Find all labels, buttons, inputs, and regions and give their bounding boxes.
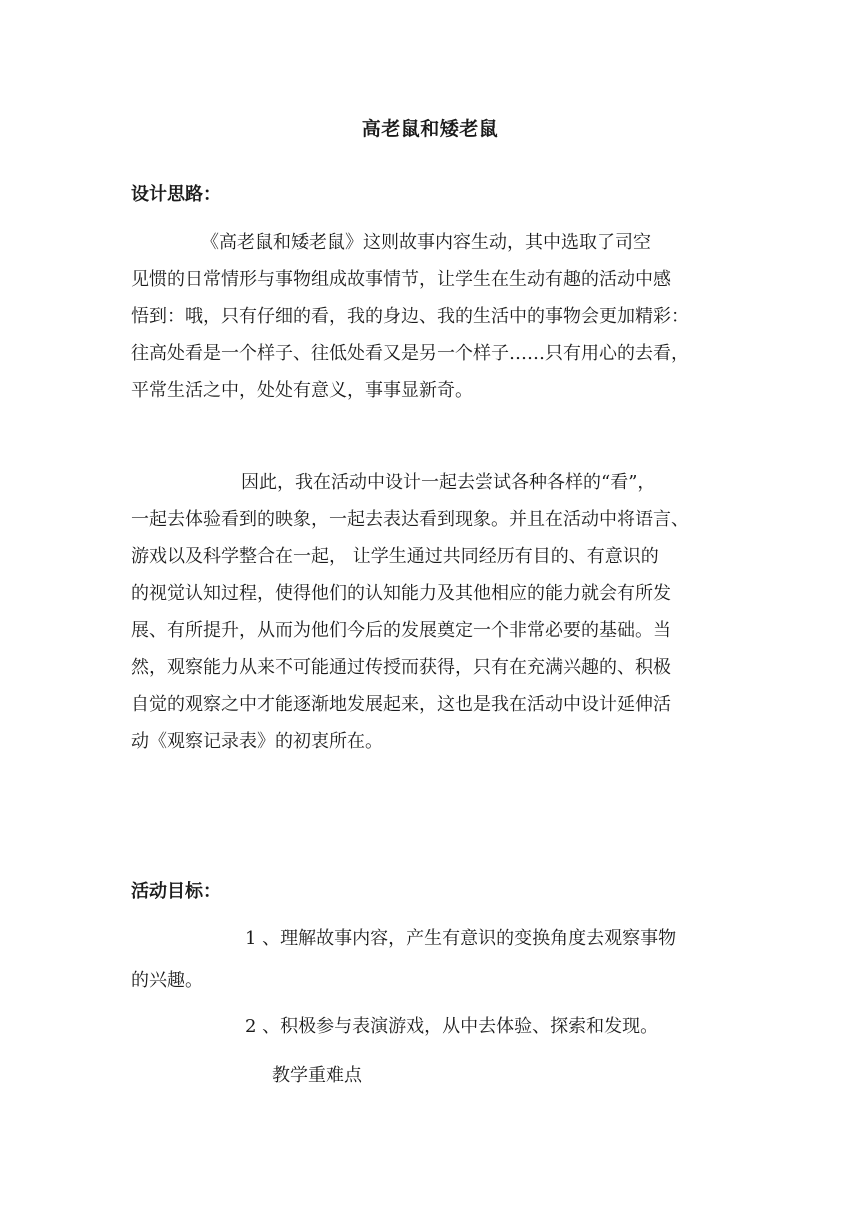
design-heading: 设计思路：	[131, 184, 221, 205]
paragraph-line: 游戏以及科学整合在一起， 让学生通过共同经历有目的、有意识的	[131, 546, 659, 567]
goals-heading: 活动目标：	[131, 881, 221, 902]
paragraph-line: 然，观察能力从来不可能通过传授而获得，只有在充满兴趣的、积极	[131, 657, 671, 678]
goal-1-continuation: 的兴趣。	[131, 970, 203, 991]
paragraph-line: 往高处看是一个样子、往低处看又是另一个样子……只有用心的去看，	[131, 343, 689, 364]
paragraph-line: 《高老鼠和矮老鼠》这则故事内容生动，其中选取了司空	[201, 232, 651, 253]
paragraph-line: 自觉的观察之中才能逐渐地发展起来，这也是我在活动中设计延伸活	[131, 694, 671, 715]
paragraph-line: 平常生活之中，处处有意义，事事显新奇。	[131, 380, 473, 401]
design-paragraph-2	[131, 464, 741, 760]
paragraph-line: 一起去体验看到的映象，一起去表达看到现象。并且在活动中将语言、	[131, 509, 689, 530]
paragraph-line: 动《观察记录表》的初衷所在。	[131, 731, 383, 752]
paragraph-line: 见惯的日常情形与事物组成故事情节，让学生在生动有趣的活动中感	[131, 269, 671, 290]
paragraph-line: 悟到：哦，只有仔细的看，我的身边、我的生活中的事物会更加精彩：	[131, 306, 689, 327]
goal-1-text: 1 、理解故事内容，产生有意识的变换角度去观察事物	[245, 928, 677, 949]
document-title: 高老鼠和矮老鼠	[361, 118, 499, 140]
paragraph-line: 展、有所提升，从而为他们今后的发展奠定一个非常必要的基础。当	[131, 620, 671, 641]
difficulty-subheading: 教学重难点	[272, 1065, 362, 1086]
goal-2-text: 2 、积极参与表演游戏，从中去体验、探索和发现。	[245, 1016, 659, 1037]
paragraph-line: 因此，我在活动中设计一起去尝试各种各样的“看”，	[241, 472, 656, 493]
paragraph-line: 的视觉认知过程，使得他们的认知能力及其他相应的能力就会有所发	[131, 583, 671, 604]
design-paragraph-1	[131, 224, 741, 409]
